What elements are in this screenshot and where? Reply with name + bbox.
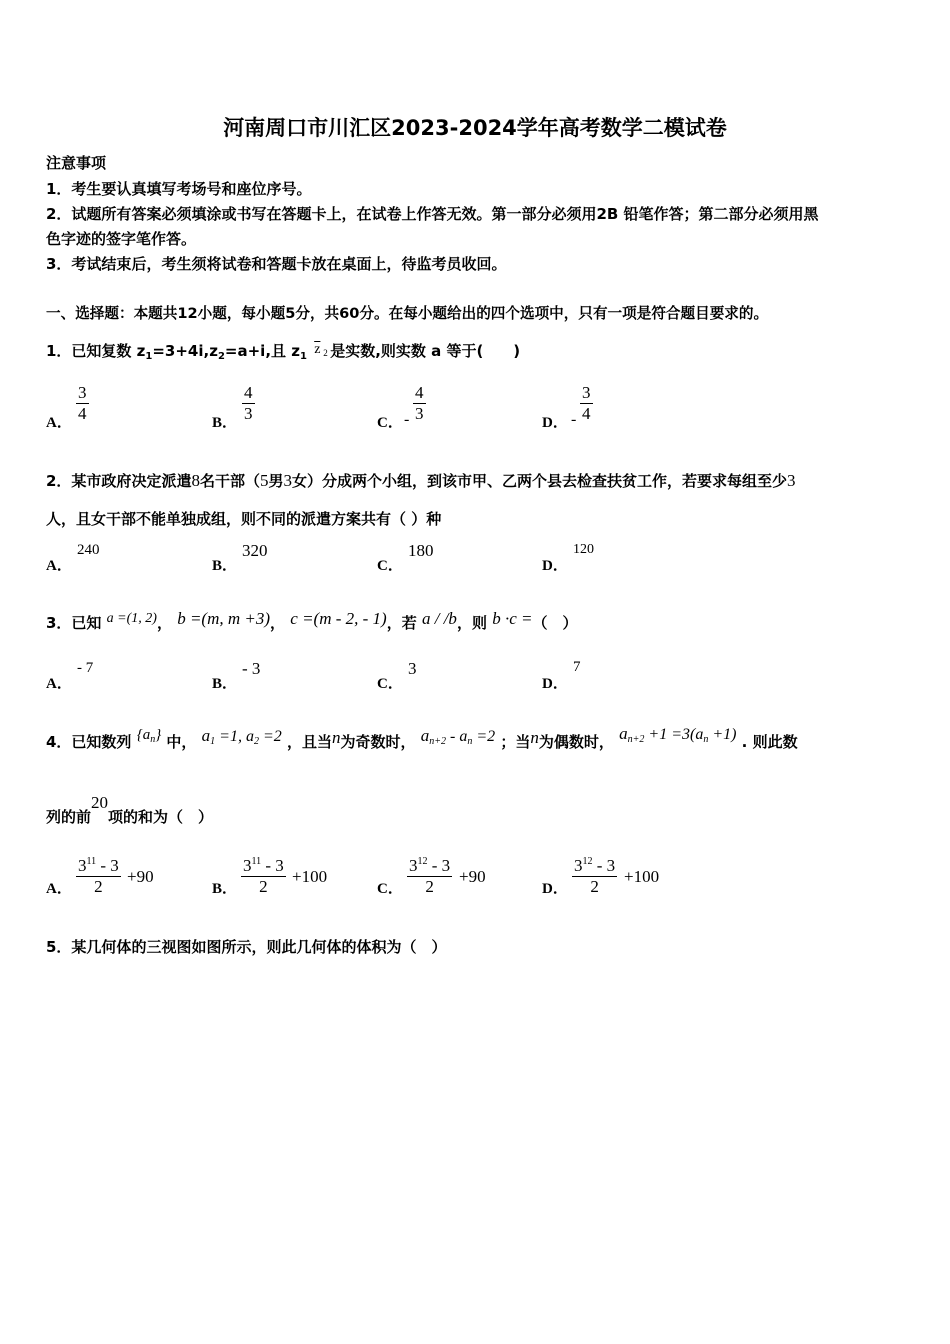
notice-item-3: 3．考试结束后，考生须将试卷和答题卡放在桌面上，待监考员收回。 [46,255,507,273]
notice-item-2: 2．试题所有答案必须填涂或书写在答题卡上，在试卷上作答无效。第一部分必须用2B 铅笔作答；第二部分必须用黑 [46,205,819,223]
question-3-stem: 3．已知 a =(1, 2)， b =(m, m +3)， c =(m - 2, - 1)，若 a / /b，则 b ·c =（ ） [46,609,578,632]
question-1-stem: 1．已知复数 $z_1=3+4i,z_2=a+i$,且 $z_1$ $\overline{z}$ 2 是实数,则实数 a 等于( ) [46,342,521,362]
question-2-stem-line1: 2．某市政府决定派遣8名干部（5男3女）分成两个小组，到该市甲、乙两个县去检查扶贫工作，若要求每组至少3 [46,471,796,490]
question-2-stem-line2: 人，且女干部不能单独成组，则不同的派遣方案共有（ ）种 [46,510,442,528]
section-heading: 一、选择题：本题共12小题，每小题5分，共60分。在每小题给出的四个选项中，只有一项是符合题目要求的。 [46,305,769,322]
notice-item-1: 1．考生要认真填写考场号和座位序号。 [46,180,312,198]
page-title: 河南周口市川汇区2023-2024学年高考数学二模试卷 [223,116,727,140]
question-4-stem-line1: 4．已知数列 $\{a_n\}$ 中， $a_1 =1$, $a_2 =2$ ，且当n为奇数时， $a_{n+2} - a_n =2$ ；当n为偶数时， $a_{n+2} +1 =3(a_n +1)$ . 则此数 [46,724,798,751]
question-5-stem: 5．某几何体的三视图如图所示，则此几何体的体积为（ ） [46,938,447,956]
question-4-stem-line2: 列的前20项的和为（ ） [46,793,214,826]
notice-item-2-cont: 色字迹的签字笔作答。 [46,230,197,248]
notice-heading: 注意事项 [46,154,107,172]
